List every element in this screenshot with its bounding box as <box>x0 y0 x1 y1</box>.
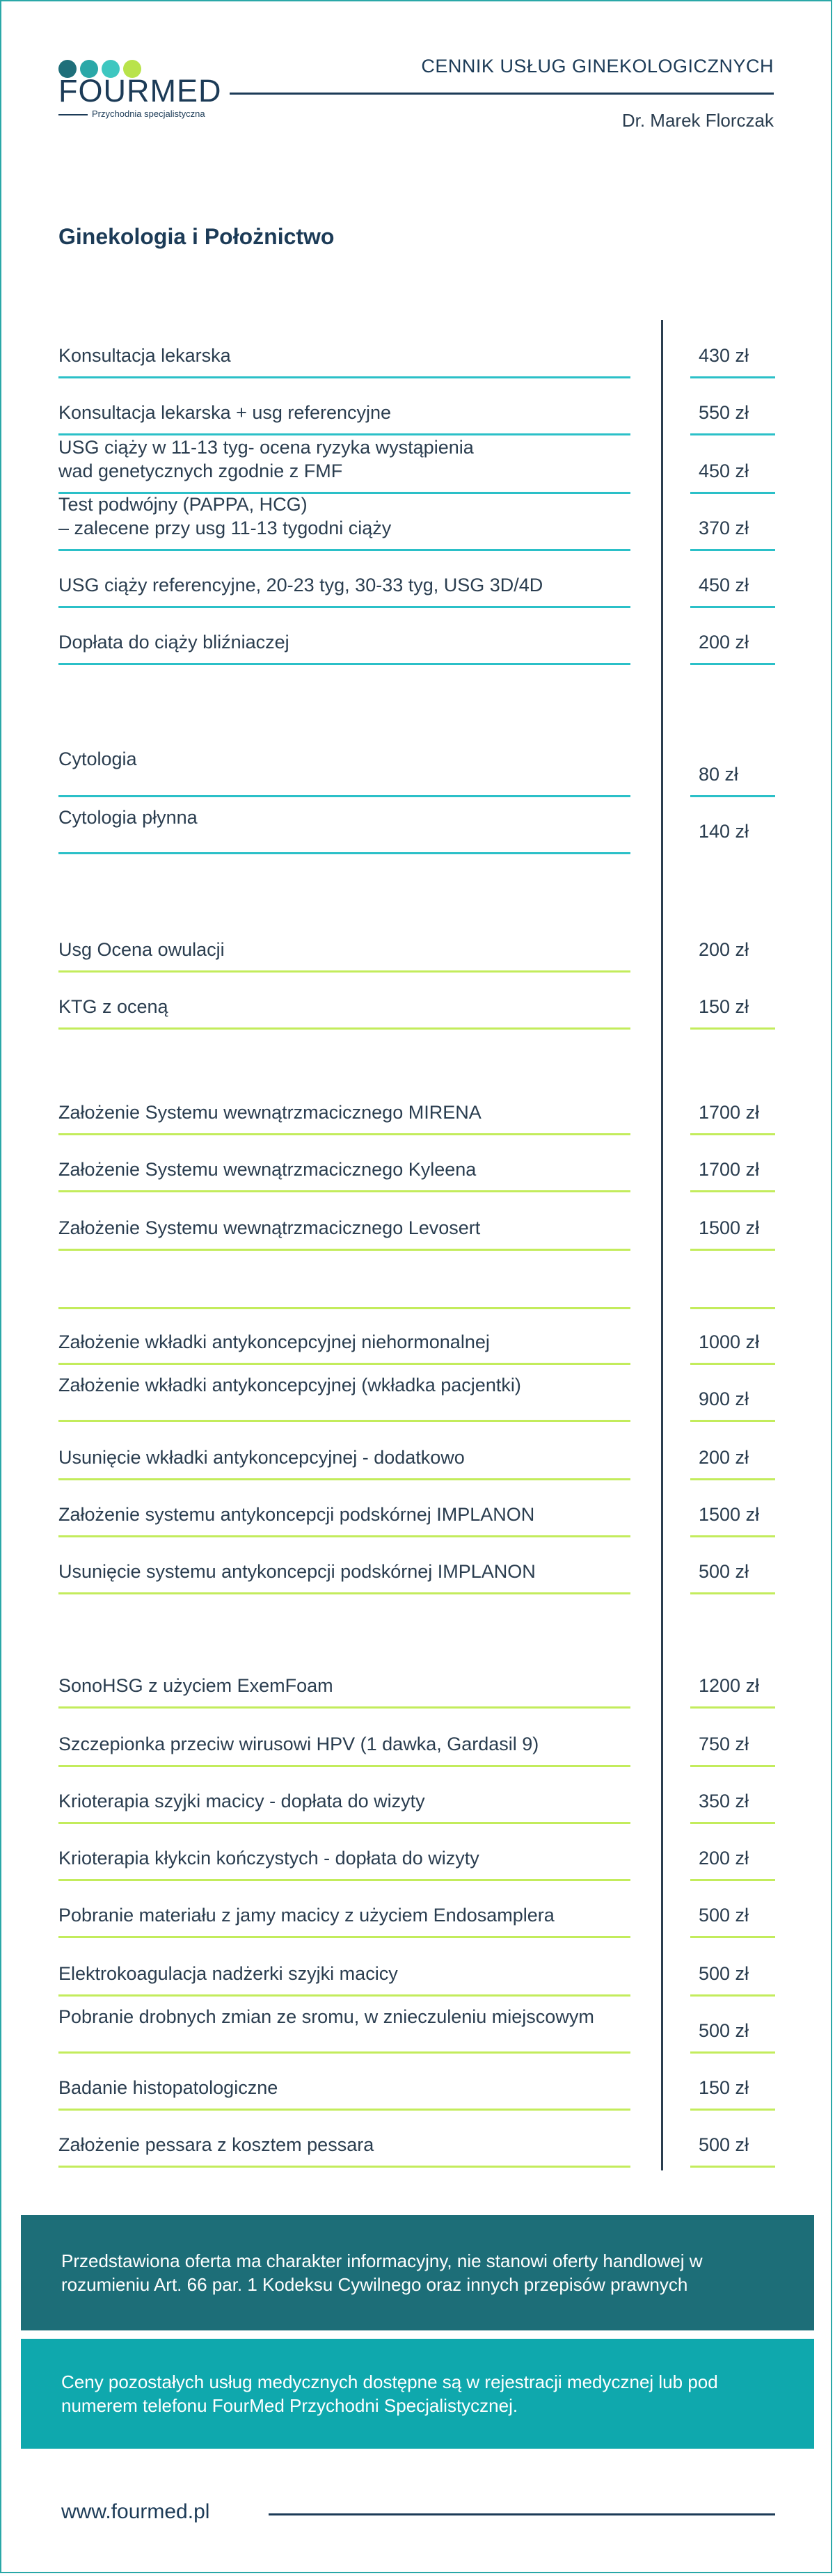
price-row <box>0 551 835 608</box>
service-price: 150 zł <box>699 2077 749 2098</box>
service-name: Założenie pessara z kosztem pessara <box>58 2134 374 2155</box>
service-name: Założenie wkładki antykoncepcyjnej (wkładka pacjentki) <box>58 1375 521 1395</box>
doctor-name: Dr. Marek Florczak <box>621 110 774 131</box>
service-name: Elektrokoagulacja nadżerki szyjki macicy <box>58 1963 398 1984</box>
service-price: 1000 zł <box>699 1331 760 1352</box>
service-price: 1700 zł <box>699 1159 760 1180</box>
service-name: Usg Ocena owulacji <box>58 939 225 960</box>
price-row <box>0 327 835 378</box>
row-divider <box>58 663 630 665</box>
brand-subtitle: Przychodnia specjalistyczna <box>92 109 205 119</box>
service-price: 1200 zł <box>699 1675 760 1696</box>
brand-sub-rule <box>58 114 88 115</box>
price-row <box>0 1078 835 1135</box>
price-row <box>0 1135 835 1192</box>
service-price: 150 zł <box>699 996 749 1017</box>
price-row <box>0 608 835 665</box>
price-row <box>0 1537 835 1594</box>
price-row <box>0 1651 835 1709</box>
service-name: Założenie Systemu wewnątrzmacicznego Kyleena <box>58 1159 477 1180</box>
service-name: Badanie histopatologiczne <box>58 2077 278 2098</box>
service-name: Założenie Systemu wewnątrzmacicznego MIRENA <box>58 1102 482 1123</box>
price-divider <box>690 1592 775 1594</box>
service-price: 500 zł <box>699 1561 749 1582</box>
price-row <box>0 1997 835 2054</box>
price-row <box>0 1192 835 1251</box>
brand-name: FOURMED <box>58 73 222 109</box>
price-row <box>0 1709 835 1767</box>
service-name: SonoHSG z użyciem ExemFoam <box>58 1675 333 1696</box>
price-row <box>0 378 835 435</box>
price-divider <box>690 1249 775 1251</box>
brand-logo <box>58 60 232 122</box>
row-divider <box>58 2166 630 2168</box>
price-row <box>0 435 835 494</box>
service-price: 450 zł <box>699 461 749 481</box>
service-name: Krioterapia szyjki macicy - dopłata do wizyty <box>58 1791 425 1811</box>
price-divider <box>690 1027 775 1030</box>
service-price: 450 zł <box>699 575 749 595</box>
contact-note-text: Ceny pozostałych usług medycznych dostępne są w rejestracji medycznej lub pod numerem telefonu FourMed Przychodni Specjalistycznej. <box>61 2371 718 2416</box>
row-divider <box>58 852 630 854</box>
row-divider <box>58 1027 630 1030</box>
price-divider <box>690 663 775 665</box>
service-price: 500 zł <box>699 2020 749 2041</box>
service-name: Założenie wkładki antykoncepcyjnej niehormonalnej <box>58 1331 490 1352</box>
service-name: Krioterapia kłykcin kończystych - dopłata do wizyty <box>58 1848 479 1869</box>
service-price: 1500 zł <box>699 1217 760 1238</box>
price-row <box>0 1422 835 1480</box>
price-row <box>0 737 835 797</box>
service-name: Szczepionka przeciw wirusowi HPV (1 dawka, Gardasil 9) <box>58 1734 539 1754</box>
service-price: 750 zł <box>699 1734 749 1754</box>
footer-divider <box>269 2513 775 2515</box>
service-price: 350 zł <box>699 1791 749 1811</box>
service-name: Konsultacja lekarska <box>58 345 231 366</box>
service-price: 1500 zł <box>699 1504 760 1525</box>
service-name: Dopłata do ciąży bliźniaczej <box>58 632 289 653</box>
disclaimer-box <box>21 2215 814 2330</box>
service-name: Pobranie drobnych zmian ze sromu, w znieczuleniu miejscowym <box>58 2006 594 2027</box>
price-row <box>0 797 835 854</box>
service-price: 500 zł <box>699 1905 749 1926</box>
service-name: Usunięcie wkładki antykoncepcyjnej - dodatkowo <box>58 1447 465 1468</box>
price-row <box>0 1767 835 1824</box>
service-price: 200 zł <box>699 1848 749 1869</box>
row-divider <box>58 1249 630 1251</box>
service-name: Usunięcie systemu antykoncepcji podskórnej IMPLANON <box>58 1561 536 1582</box>
service-name: Konsultacja lekarska + usg referencyjne <box>58 402 392 423</box>
price-row <box>0 918 835 973</box>
service-price: 80 zł <box>699 764 739 785</box>
service-name: KTG z oceną <box>58 996 168 1017</box>
row-divider <box>58 1592 630 1594</box>
service-name: Założenie Systemu wewnątrzmacicznego Levosert <box>58 1217 481 1238</box>
website-link[interactable]: www.fourmed.pl <box>61 2500 210 2523</box>
service-price: 370 zł <box>699 518 749 538</box>
service-price: 140 zł <box>699 821 749 842</box>
service-name: Pobranie materiału z jamy macicy z użyciem Endosamplera <box>58 1905 555 1926</box>
contact-note-box <box>21 2339 814 2449</box>
price-row <box>0 2054 835 2111</box>
service-name: USG ciąży referencyjne, 20-23 tyg, 30-33 tyg, USG 3D/4D <box>58 575 543 595</box>
service-price: 200 zł <box>699 632 749 653</box>
service-price: 1700 zł <box>699 1102 760 1123</box>
service-name: USG ciąży w 11-13 tyg- ocena ryzyka wystąpienia wad genetycznych zgodnie z FMF <box>58 437 474 481</box>
service-name: Test podwójny (PAPPA, HCG) – zalecene przy usg 11-13 tygodni ciąży <box>58 494 392 538</box>
price-row <box>0 494 835 551</box>
price-row <box>0 1480 835 1537</box>
service-name: Cytologia <box>58 749 137 769</box>
service-price: 200 zł <box>699 939 749 960</box>
price-row <box>0 1824 835 1881</box>
document-title: CENNIK USŁUG GINEKOLOGICZNYCH <box>421 56 774 77</box>
service-price: 500 zł <box>699 2134 749 2155</box>
service-price: 200 zł <box>699 1447 749 1468</box>
price-row <box>0 1938 835 1997</box>
price-divider <box>690 2166 775 2168</box>
price-row <box>0 973 835 1030</box>
disclaimer-text: Przedstawiona oferta ma charakter informacyjny, nie stanowi oferty handlowej w rozumieniu Art. 66 par. 1 Kodeksu Cywilnego oraz innych przepisów prawnych <box>61 2250 703 2295</box>
service-price: 900 zł <box>699 1389 749 1409</box>
service-price: 500 zł <box>699 1963 749 1984</box>
service-price: 550 zł <box>699 402 749 423</box>
price-row <box>0 1309 835 1365</box>
service-name: Cytologia płynna <box>58 807 198 828</box>
price-row <box>0 1365 835 1422</box>
service-price: 430 zł <box>699 345 749 366</box>
header-divider <box>230 93 774 95</box>
service-name: Założenie systemu antykoncepcji podskórnej IMPLANON <box>58 1504 535 1525</box>
price-row <box>0 1881 835 1938</box>
price-row <box>0 2111 835 2168</box>
section-title: Ginekologia i Położnictwo <box>58 224 335 249</box>
